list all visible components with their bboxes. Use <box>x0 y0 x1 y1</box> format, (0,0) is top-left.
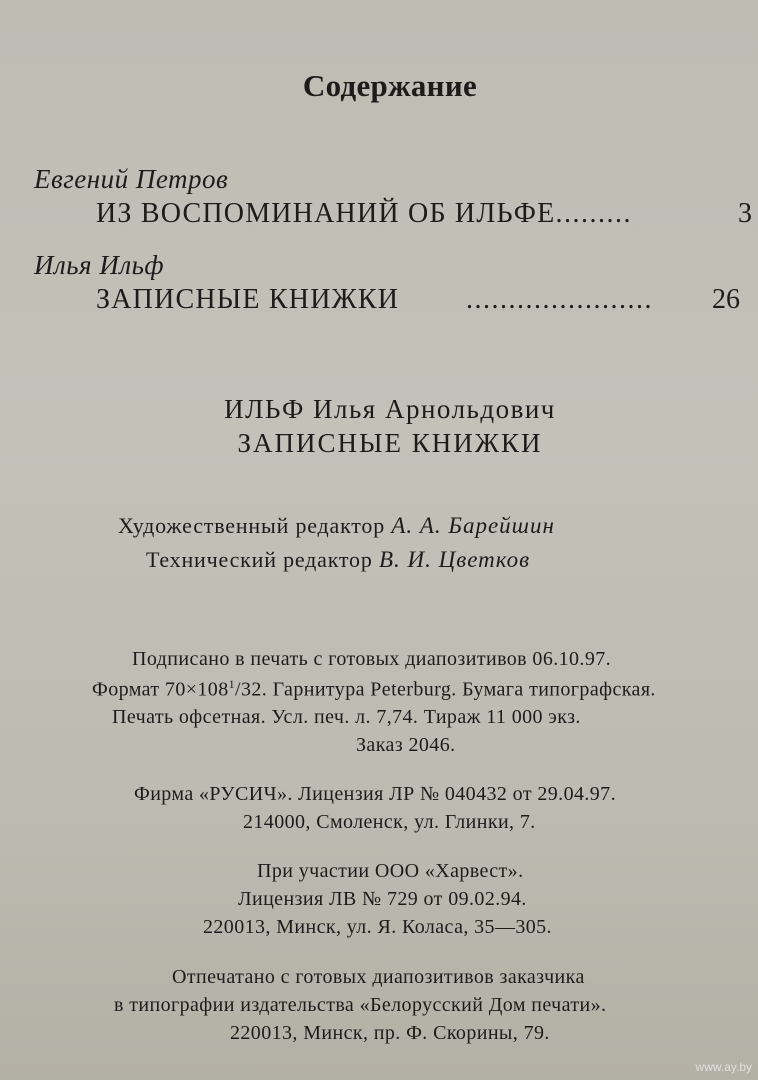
watermark: www.ay.by <box>695 1060 752 1074</box>
toc-author-2: Илья Ильф <box>34 250 165 280</box>
art-editor-line <box>118 513 555 539</box>
partner-line-2: Лицензия ЛВ № 729 от 09.02.94. <box>238 888 527 910</box>
toc-leader-2: ...................... <box>466 284 653 315</box>
partner-line-1: При участии ООО «Харвест». <box>257 860 524 882</box>
toc-author-1: Евгений Петров <box>34 164 229 194</box>
printer-line-2: в типографии издательства «Белорусский Дом печати». <box>114 994 607 1016</box>
printer-line-1: Отпечатано с готовых диапозитивов заказчика <box>172 966 585 988</box>
imprint-author: ИЛЬФ Илья Арнольдович <box>224 394 556 424</box>
format-line <box>92 677 656 702</box>
partner-line-3: 220013, Минск, ул. Я. Коласа, 35—305. <box>203 916 552 938</box>
art-editor-name: А. А. Барейшин <box>391 513 555 538</box>
order-line: Заказ 2046. <box>356 734 456 756</box>
toc-leader-1: ......... <box>555 198 632 229</box>
art-editor-label: Художественный редактор <box>118 513 385 538</box>
toc-entry-2 <box>96 284 399 316</box>
firm-line-2: 214000, Смоленск, ул. Глинки, 7. <box>243 811 536 833</box>
firm-line-1: Фирма «РУСИЧ». Лицензия ЛР № 040432 от 29.04.97. <box>134 783 616 805</box>
toc-title-1: ИЗ ВОСПОМИНАНИЙ ОБ ИЛЬФЕ <box>96 198 556 229</box>
tech-editor-line <box>146 547 530 573</box>
tech-editor-name: В. И. Цветков <box>378 547 531 572</box>
toc-page-2: 26 <box>712 284 740 315</box>
toc-page-1: 3 <box>738 198 752 229</box>
toc-entry-1 <box>96 198 632 230</box>
format-suffix: /32. Гарнитура Peterburg. Бумага типографская. <box>235 678 656 701</box>
tech-editor-label: Технический редактор <box>146 547 373 572</box>
format-sup: 1 <box>228 677 236 691</box>
contents-heading: Содержание <box>302 68 478 103</box>
signed-line: Подписано в печать с готовых диапозитивов 06.10.97. <box>132 648 612 670</box>
format-prefix: Формат 70×108 <box>92 678 229 701</box>
toc-title-2: ЗАПИСНЫЕ КНИЖКИ <box>96 284 400 315</box>
print-line: Печать офсетная. Усл. печ. л. 7,74. Тираж 11 000 экз. <box>112 706 581 728</box>
imprint-title: ЗАПИСНЫЕ КНИЖКИ <box>237 428 543 458</box>
printer-line-3: 220013, Минск, пр. Ф. Скорины, 79. <box>230 1022 550 1044</box>
